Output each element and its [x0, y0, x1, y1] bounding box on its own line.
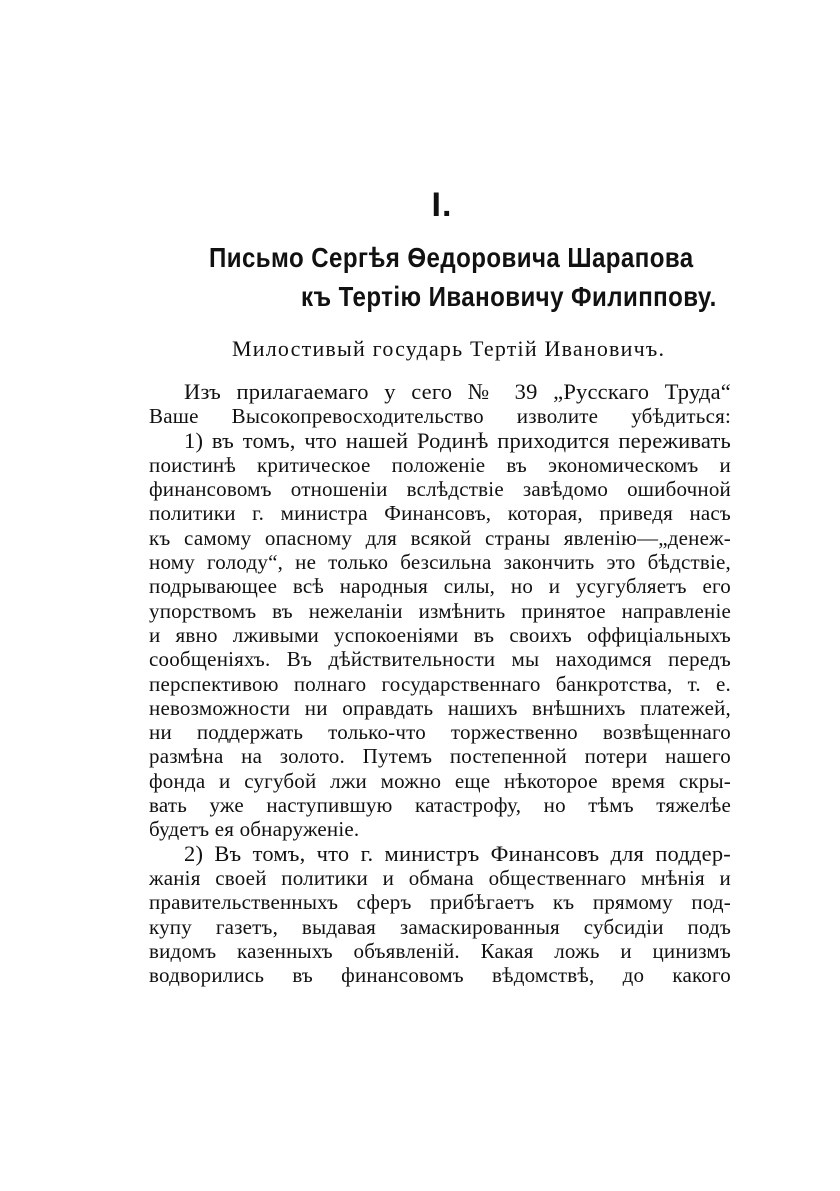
body-line: правительственныхъ сферъ прибѣгаетъ къ прямому под-	[149, 890, 731, 915]
body-line: финансовомъ отношеніи вслѣдствіе завѣдомо ошибочной	[149, 477, 731, 502]
body-line: подрывающее всѣ народныя силы, но и усугубляетъ его	[149, 574, 731, 599]
body-line: Ваше Высокопревосходительство изволите убѣдиться:	[149, 404, 731, 429]
letter-title-line-1: Письмо Сергѣя Ѳедоровича Шарапова	[209, 242, 694, 273]
body-line: 1) въ томъ, что нашей Родинѣ приходится переживать	[184, 427, 731, 453]
body-line: упорствомъ въ нежеланіи измѣнить принятое направленіе	[149, 598, 731, 623]
body-line: къ самому опасному для всякой страны явленію—„денеж-	[149, 525, 731, 550]
chapter-number: I.	[431, 186, 453, 224]
body-line: будетъ ея обнаруженіе.	[149, 817, 360, 842]
body-line: вать уже наступившую катастрофу, но тѣмъ тяжелѣе	[149, 793, 731, 818]
body-line: невозможности ни оправдать нашихъ внѣшнихъ платежей,	[149, 695, 731, 720]
body-line: водворились въ финансовомъ вѣдомствѣ, до какого	[149, 963, 731, 988]
body-line: политики г. министра Финансовъ, которая, приведя насъ	[149, 501, 731, 526]
body-line: жанія своей политики и обмана общественнаго мнѣнія и	[149, 865, 731, 890]
salutation: Милостивый государь Тертій Ивановичъ.	[232, 336, 666, 361]
body-line: перспективою полнаго государственнаго банкротства, т. е.	[149, 671, 731, 696]
body-line: ни поддержать только-что торжественно возвѣщеннаго	[149, 720, 731, 745]
letter-title-line-2: къ Тертію Ивановичу Филиппову.	[301, 281, 717, 312]
body-line: 2) Въ томъ, что г. министръ Финансовъ для поддер-	[184, 840, 731, 866]
body-line: и явно лживыми успокоеніями въ своихъ оффиціальныхъ	[149, 622, 731, 647]
body-line: ному голоду“, не только безсильна закончить это бѣдствіе,	[149, 550, 731, 575]
letter-body	[149, 380, 731, 987]
body-line: купу газетъ, выдавая замаскированныя субсидіи подъ	[149, 914, 731, 939]
body-line: Изъ прилагаемаго у сего № 39 „Русскаго Труда“	[184, 379, 731, 404]
body-line: сообщеніяхъ. Въ дѣйствительности мы находимся передъ	[149, 647, 731, 672]
body-line: поистинѣ критическое положеніе въ экономическомъ и	[149, 452, 731, 477]
body-line: видомъ казенныхъ объявленій. Какая ложь и цинизмъ	[149, 938, 731, 963]
body-line: фонда и сугубой лжи можно еще нѣкоторое время скры-	[149, 768, 731, 793]
body-line: размѣна на золото. Путемъ постепенной потери нашего	[149, 744, 731, 769]
